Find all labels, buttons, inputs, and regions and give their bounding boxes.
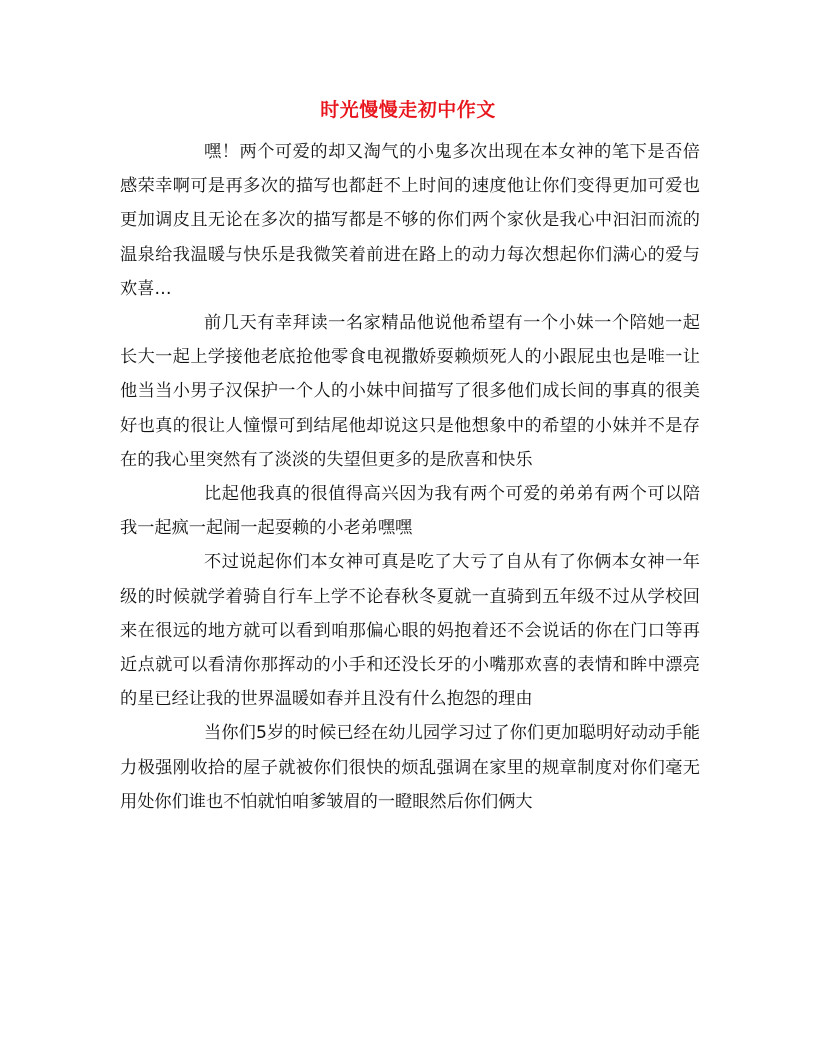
document-body <box>120 135 700 819</box>
paragraph-2: 前几天有幸拜读一名家精品他说他希望有一个小妹一个陪她一起长大一起上学接他老底抢他零食电视撒娇耍赖烦死人的小跟屁虫也是唯一让他当当小男子汉保护一个人的小妹中间描写了很多他们成长间的事真的很美好也真的很让人憧憬可到结尾他却说这只是他想象中的希望的小妹并不是存在的我心里突然有了淡淡的失望但更多的是欣喜和快乐 <box>120 313 700 470</box>
paragraph-5: 当你们5岁的时候已经在幼儿园学习过了你们更加聪明好动动手能力极强刚收拾的屋子就被你们很快的烦乱强调在家里的规章制度对你们毫无用处你们谁也不怕就怕咱爹皱眉的一瞪眼然后你们俩大 <box>120 723 700 812</box>
paragraph-3: 比起他我真的很值得高兴因为我有两个可爱的弟弟有两个可以陪我一起疯一起闹一起耍赖的小老弟嘿嘿 <box>120 484 700 539</box>
paragraph-1: 嘿！两个可爱的却又淘气的小鬼多次出现在本女神的笔下是否倍感荣幸啊可是再多次的描写也都赶不上时间的速度他让你们变得更加可爱也更加调皮且无论在多次的描写都是不够的你们两个家伙是我心中汩汩而流的温泉给我温暖与快乐是我微笑着前进在路上的动力每次想起你们满心的爱与欢喜… <box>120 142 700 299</box>
document-title: 时光慢慢走初中作文 <box>320 99 496 121</box>
paragraph-4: 不过说起你们本女神可真是吃了大亏了自从有了你俩本女神一年级的时候就学着骑自行车上学不论春秋冬夏就一直骑到五年级不过从学校回来在很远的地方就可以看到咱那偏心眼的妈抱着还不会说话的你在门口等再近点就可以看清你那挥动的小手和还没长牙的小嘴那欢喜的表情和眸中漂亮的星已经让我的世界温暖如春并且没有什么抱怨的理由 <box>120 552 700 710</box>
